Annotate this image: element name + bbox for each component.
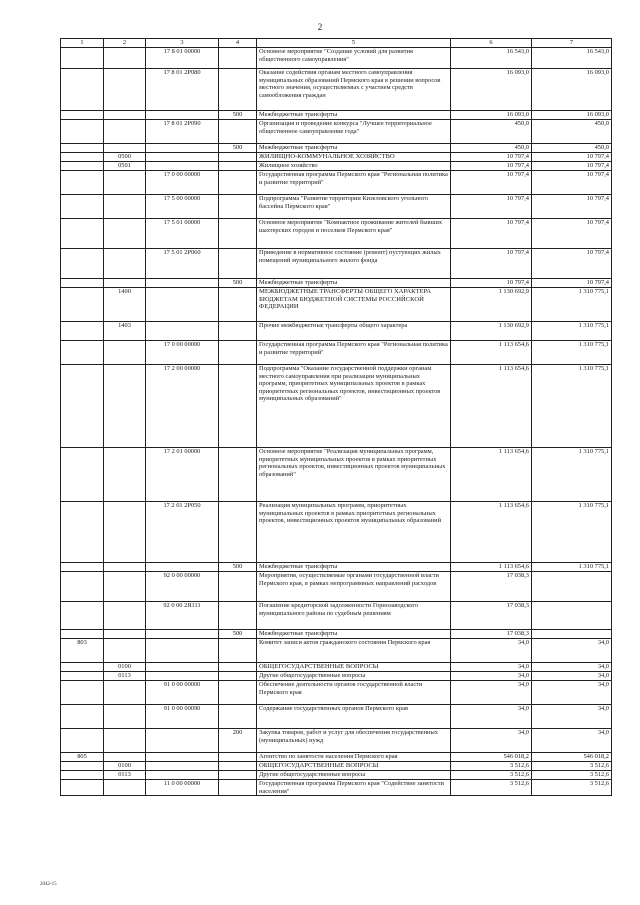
expense-type-code [219, 69, 257, 111]
section-code [61, 249, 104, 279]
section-code [61, 663, 104, 672]
expense-type-code [219, 771, 257, 780]
section-code [61, 771, 104, 780]
amount-year-2: 3 512,6 [532, 771, 612, 780]
section-code [61, 195, 104, 219]
expense-type-code [219, 602, 257, 630]
target-article-code [146, 144, 219, 153]
amount-year-1: 3 512,6 [451, 780, 532, 796]
subsection-code [104, 219, 146, 249]
column-number: 4 [219, 39, 257, 48]
target-article-code: 17 8 01 00000 [146, 48, 219, 69]
target-article-code [146, 771, 219, 780]
section-code [61, 322, 104, 341]
target-article-code [146, 729, 219, 753]
subsection-code [104, 753, 146, 762]
table-row [61, 762, 612, 771]
amount-year-2: 10 797,4 [532, 219, 612, 249]
table-row [61, 672, 612, 681]
amount-year-2: 34,0 [532, 672, 612, 681]
expense-type-code [219, 120, 257, 144]
amount-year-2: 34,0 [532, 681, 612, 705]
section-code [61, 120, 104, 144]
section-code [61, 144, 104, 153]
column-number: 5 [257, 39, 451, 48]
subsection-code: 0113 [104, 672, 146, 681]
expense-type-code [219, 672, 257, 681]
expense-type-code [219, 753, 257, 762]
amount-year-1: 34,0 [451, 705, 532, 729]
table-row [61, 249, 612, 279]
subsection-code: 0100 [104, 663, 146, 672]
amount-year-1: 450,0 [451, 120, 532, 144]
table-row [61, 171, 612, 195]
expense-type-code: 200 [219, 729, 257, 753]
table-row [61, 153, 612, 162]
target-article-code [146, 639, 219, 663]
section-code [61, 705, 104, 729]
section-code [61, 111, 104, 120]
section-code [61, 762, 104, 771]
section-code [61, 502, 104, 563]
amount-year-2: 34,0 [532, 729, 612, 753]
table-row [61, 48, 612, 69]
item-name: Организация и проведение конкурса "Лучшее территориальное общественное самоуправление года" [257, 120, 451, 144]
item-name: Основное мероприятие "Создание условий для развития общественного самоуправления" [257, 48, 451, 69]
item-name: Приведение в нормативное состояние (ремонт) пустующих жилых помещений муниципального жилого фонда [257, 249, 451, 279]
amount-year-1: 34,0 [451, 672, 532, 681]
subsection-code: 0100 [104, 762, 146, 771]
expense-type-code [219, 681, 257, 705]
expense-type-code [219, 171, 257, 195]
item-name: Прочие межбюджетные трансферты общего характера [257, 322, 451, 341]
section-code [61, 341, 104, 365]
subsection-code [104, 341, 146, 365]
target-article-code [146, 762, 219, 771]
table-row [61, 341, 612, 365]
subsection-code: 0500 [104, 153, 146, 162]
amount-year-1: 10 797,4 [451, 153, 532, 162]
item-name: ОБЩЕГОСУДАРСТВЕННЫЕ ВОПРОСЫ [257, 663, 451, 672]
amount-year-2: 1 310 775,1 [532, 288, 612, 322]
section-code [61, 563, 104, 572]
table-row [61, 572, 612, 602]
target-article-code [146, 162, 219, 171]
table-row [61, 681, 612, 705]
subsection-code [104, 48, 146, 69]
item-name: Закупка товаров, работ и услуг для обеспечения государственных (муниципальных) нужд [257, 729, 451, 753]
item-name: Подпрограмма "Оказание государственной поддержки органам местного самоуправления при реализации муниципальных программ, приоритетных муниципальных проектов в рамках приоритетных региональных проектов, инвестиционных проектов муниципальных образований" [257, 365, 451, 448]
amount-year-1: 450,0 [451, 144, 532, 153]
table-row [61, 322, 612, 341]
expense-type-code [219, 249, 257, 279]
section-code [61, 630, 104, 639]
target-article-code [146, 630, 219, 639]
amount-year-2: 10 797,4 [532, 279, 612, 288]
amount-year-1: 1 130 692,9 [451, 322, 532, 341]
target-article-code: 17 0 00 00000 [146, 171, 219, 195]
target-article-code: 17 5 01 2Р060 [146, 249, 219, 279]
amount-year-1: 546 018,2 [451, 753, 532, 762]
amount-year-1: 10 797,4 [451, 195, 532, 219]
amount-year-2: 16 093,0 [532, 69, 612, 111]
table-row [61, 144, 612, 153]
section-code [61, 602, 104, 630]
item-name: Межбюджетные трансферты [257, 111, 451, 120]
amount-year-1: 1 113 654,6 [451, 365, 532, 448]
expense-type-code [219, 365, 257, 448]
target-article-code: 17 5 00 00000 [146, 195, 219, 219]
table-row [61, 120, 612, 144]
table-row [61, 663, 612, 672]
expense-type-code: 500 [219, 111, 257, 120]
expense-type-code [219, 502, 257, 563]
expense-type-code: 500 [219, 279, 257, 288]
table-row [61, 219, 612, 249]
section-code [61, 365, 104, 448]
subsection-code [104, 780, 146, 796]
section-code [61, 171, 104, 195]
target-article-code: 17 2 01 00000 [146, 448, 219, 502]
item-name: Жилищное хозяйство [257, 162, 451, 171]
budget-table [60, 38, 612, 796]
expense-type-code: 500 [219, 144, 257, 153]
amount-year-1: 1 113 654,6 [451, 341, 532, 365]
section-code [61, 572, 104, 602]
table-row [61, 69, 612, 111]
amount-year-1: 10 797,4 [451, 249, 532, 279]
target-article-code: 92 0 00 00000 [146, 572, 219, 602]
subsection-code [104, 729, 146, 753]
item-name: Оказание содействия органам местного самоуправления муниципальных образований Пермского края в решении вопросов местного значения, осуществляемых с участием средств самообложения граждан [257, 69, 451, 111]
target-article-code: 17 8 01 2Р090 [146, 120, 219, 144]
subsection-code [104, 279, 146, 288]
target-article-code: 91 0 00 00090 [146, 705, 219, 729]
subsection-code [104, 448, 146, 502]
expense-type-code [219, 219, 257, 249]
subsection-code [104, 602, 146, 630]
expense-type-code [219, 341, 257, 365]
column-number: 6 [451, 39, 532, 48]
item-name: Погашение кредиторской задолженности Горнозаводского муниципального района по судебным решениям [257, 602, 451, 630]
subsection-code [104, 572, 146, 602]
item-name: Государственная программа Пермского края "Региональная политика и развитие территорий" [257, 171, 451, 195]
amount-year-1: 34,0 [451, 639, 532, 663]
amount-year-2: 3 512,6 [532, 762, 612, 771]
amount-year-2: 450,0 [532, 144, 612, 153]
item-name: Содержание государственных органов Пермского края [257, 705, 451, 729]
table-row [61, 602, 612, 630]
section-code [61, 288, 104, 322]
amount-year-1: 16 093,0 [451, 69, 532, 111]
subsection-code: 0501 [104, 162, 146, 171]
section-code [61, 279, 104, 288]
amount-year-2: 10 797,4 [532, 249, 612, 279]
amount-year-2: 10 797,4 [532, 171, 612, 195]
section-code [61, 448, 104, 502]
expense-type-code [219, 639, 257, 663]
table-row [61, 729, 612, 753]
footer-code: 2042-15 [40, 882, 57, 887]
subsection-code [104, 111, 146, 120]
column-number: 1 [61, 39, 104, 48]
item-name: Государственная программа Пермского края "Содействие занятости населения" [257, 780, 451, 796]
amount-year-1: 1 113 654,6 [451, 563, 532, 572]
amount-year-2: 1 310 775,1 [532, 502, 612, 563]
section-code [61, 729, 104, 753]
amount-year-2: 10 797,4 [532, 195, 612, 219]
amount-year-1: 10 797,4 [451, 171, 532, 195]
amount-year-2: 1 310 775,1 [532, 448, 612, 502]
amount-year-1: 10 797,4 [451, 219, 532, 249]
target-article-code [146, 753, 219, 762]
page-number: 2 [317, 22, 323, 32]
table-row [61, 365, 612, 448]
subsection-code [104, 120, 146, 144]
section-code [61, 219, 104, 249]
subsection-code [104, 69, 146, 111]
subsection-code [104, 365, 146, 448]
section-code [61, 162, 104, 171]
table-row [61, 195, 612, 219]
subsection-code [104, 195, 146, 219]
section-code [61, 672, 104, 681]
table-row [61, 705, 612, 729]
section-code: 803 [61, 639, 104, 663]
table-row [61, 771, 612, 780]
expense-type-code [219, 572, 257, 602]
amount-year-2 [532, 630, 612, 639]
amount-year-2 [532, 602, 612, 630]
table-row [61, 630, 612, 639]
expense-type-code [219, 780, 257, 796]
target-article-code [146, 153, 219, 162]
item-name: Основное мероприятие "Компактное проживание жителей бывших шахтерских городов и поселков Пермского края" [257, 219, 451, 249]
expense-type-code: 500 [219, 563, 257, 572]
item-name: Подпрограмма "Развитие территории Кизеловского угольного бассейна Пермского края" [257, 195, 451, 219]
amount-year-2: 450,0 [532, 120, 612, 144]
table-row [61, 288, 612, 322]
amount-year-1: 1 113 654,6 [451, 448, 532, 502]
target-article-code [146, 111, 219, 120]
subsection-code [104, 144, 146, 153]
expense-type-code [219, 195, 257, 219]
target-article-code [146, 279, 219, 288]
amount-year-2: 1 310 775,1 [532, 322, 612, 341]
subsection-code [104, 563, 146, 572]
amount-year-2: 34,0 [532, 639, 612, 663]
amount-year-2: 34,0 [532, 705, 612, 729]
item-name: Межбюджетные трансферты [257, 144, 451, 153]
item-name: Межбюджетные трансферты [257, 630, 451, 639]
expense-type-code [219, 153, 257, 162]
target-article-code: 17 8 01 2Р080 [146, 69, 219, 111]
amount-year-1: 17 038,3 [451, 630, 532, 639]
expense-type-code [219, 663, 257, 672]
item-name: Межбюджетные трансферты [257, 563, 451, 572]
item-name: Комитет записи актов гражданского состояния Пермского края [257, 639, 451, 663]
item-name: Агентство по занятости населения Пермского края [257, 753, 451, 762]
subsection-code [104, 502, 146, 563]
column-number: 3 [146, 39, 219, 48]
section-code [61, 780, 104, 796]
target-article-code: 17 0 00 00000 [146, 341, 219, 365]
item-name: Основное мероприятие "Реализация муниципальных программ, приоритетных муниципальных проектов в рамках приоритетных региональных проектов, инвестиционных проектов муниципальных образований" [257, 448, 451, 502]
table-row [61, 753, 612, 762]
table-row [61, 780, 612, 796]
amount-year-1: 17 038,3 [451, 602, 532, 630]
expense-type-code [219, 48, 257, 69]
amount-year-1: 34,0 [451, 663, 532, 672]
section-code [61, 681, 104, 705]
expense-type-code [219, 162, 257, 171]
subsection-code: 1403 [104, 322, 146, 341]
target-article-code: 17 2 00 00000 [146, 365, 219, 448]
expense-type-code: 500 [219, 630, 257, 639]
amount-year-2: 546 018,2 [532, 753, 612, 762]
expense-type-code [219, 322, 257, 341]
subsection-code [104, 681, 146, 705]
target-article-code: 92 0 00 2Я111 [146, 602, 219, 630]
amount-year-1: 34,0 [451, 681, 532, 705]
item-name: ЖИЛИЩНО-КОММУНАЛЬНОЕ ХОЗЯЙСТВО [257, 153, 451, 162]
table-row [61, 639, 612, 663]
table-row [61, 448, 612, 502]
item-name: Обеспечение деятельности органов государственной власти Пермского края [257, 681, 451, 705]
column-number: 7 [532, 39, 612, 48]
table-row [61, 502, 612, 563]
item-name: ОБЩЕГОСУДАРСТВЕННЫЕ ВОПРОСЫ [257, 762, 451, 771]
section-code [61, 48, 104, 69]
amount-year-2 [532, 572, 612, 602]
subsection-code: 1400 [104, 288, 146, 322]
table-row [61, 563, 612, 572]
target-article-code [146, 288, 219, 322]
amount-year-1: 17 038,3 [451, 572, 532, 602]
amount-year-2: 1 310 775,1 [532, 563, 612, 572]
item-name: Другие общегосударственные вопросы [257, 771, 451, 780]
amount-year-1: 3 512,6 [451, 762, 532, 771]
target-article-code: 11 0 00 00000 [146, 780, 219, 796]
item-name: Реализация муниципальных программ, приоритетных муниципальных проектов в рамках приоритетных региональных проектов, инвестиционных проектов муниципальных образований [257, 502, 451, 563]
section-code: 805 [61, 753, 104, 762]
subsection-code: 0113 [104, 771, 146, 780]
column-number-row [61, 39, 612, 48]
amount-year-2: 10 797,4 [532, 153, 612, 162]
amount-year-2: 34,0 [532, 663, 612, 672]
table-row [61, 111, 612, 120]
target-article-code [146, 563, 219, 572]
target-article-code: 17 5 01 00000 [146, 219, 219, 249]
section-code [61, 153, 104, 162]
target-article-code: 17 2 01 2Р050 [146, 502, 219, 563]
amount-year-1: 1 113 654,6 [451, 502, 532, 563]
item-name: Межбюджетные трансферты [257, 279, 451, 288]
amount-year-1: 3 512,6 [451, 771, 532, 780]
amount-year-2: 10 797,4 [532, 162, 612, 171]
target-article-code [146, 663, 219, 672]
subsection-code [104, 630, 146, 639]
amount-year-1: 10 797,4 [451, 162, 532, 171]
expense-type-code [219, 448, 257, 502]
target-article-code: 91 0 00 00000 [146, 681, 219, 705]
item-name: Государственная программа Пермского края "Региональная политика и развитие территорий" [257, 341, 451, 365]
expense-type-code [219, 288, 257, 322]
subsection-code [104, 171, 146, 195]
column-number: 2 [104, 39, 146, 48]
target-article-code [146, 672, 219, 681]
amount-year-1: 34,0 [451, 729, 532, 753]
amount-year-1: 16 093,0 [451, 111, 532, 120]
target-article-code [146, 322, 219, 341]
amount-year-2: 1 310 775,1 [532, 365, 612, 448]
item-name: МЕЖБЮДЖЕТНЫЕ ТРАНСФЕРТЫ ОБЩЕГО ХАРАКТЕРА БЮДЖЕТАМ БЮДЖЕТНОЙ СИСТЕМЫ РОССИЙСКОЙ ФЕДЕРАЦИИ [257, 288, 451, 322]
amount-year-2: 3 512,6 [532, 780, 612, 796]
amount-year-1: 1 130 692,9 [451, 288, 532, 322]
amount-year-2: 16 543,0 [532, 48, 612, 69]
subsection-code [104, 249, 146, 279]
amount-year-2: 16 093,0 [532, 111, 612, 120]
item-name: Другие общегосударственные вопросы [257, 672, 451, 681]
amount-year-1: 16 543,0 [451, 48, 532, 69]
amount-year-2: 1 310 775,1 [532, 341, 612, 365]
table-row [61, 279, 612, 288]
item-name: Мероприятия, осуществляемые органами государственной власти Пермского края, в рамках непрограммных направлений расходов [257, 572, 451, 602]
section-code [61, 69, 104, 111]
expense-type-code [219, 762, 257, 771]
subsection-code [104, 705, 146, 729]
expense-type-code [219, 705, 257, 729]
subsection-code [104, 639, 146, 663]
table-row [61, 162, 612, 171]
amount-year-1: 10 797,4 [451, 279, 532, 288]
